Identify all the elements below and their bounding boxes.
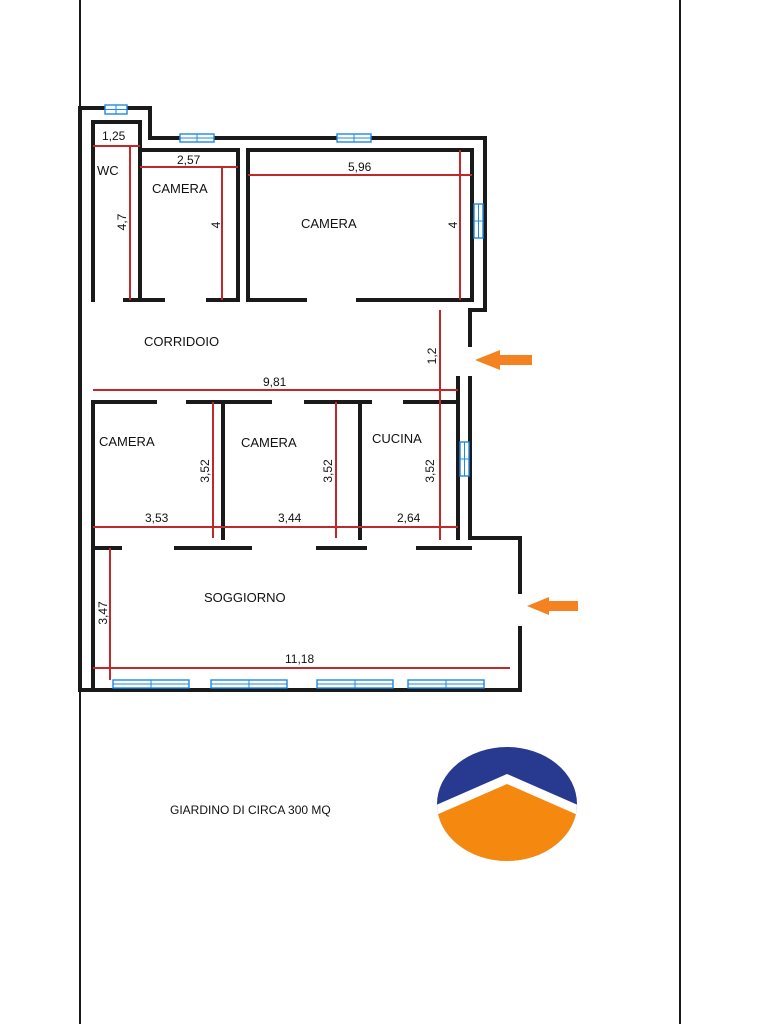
room-label-camera-small: CAMERA <box>152 181 208 196</box>
soggiorno-wall-a <box>93 538 120 548</box>
measure-wc-height: 4,7 <box>115 213 129 231</box>
measure-camera-bl-width: 3,53 <box>145 511 169 525</box>
window-soggiorno-1 <box>113 680 189 688</box>
measure-soggiorno-length: 11,18 <box>285 652 315 666</box>
room-label-corridoio: CORRIDOIO <box>144 334 220 349</box>
measure-camera-bm-height: 3,52 <box>321 459 335 483</box>
measure-soggiorno-height: 3,47 <box>96 601 110 625</box>
camera-small-top-wall <box>140 150 238 300</box>
measure-cucina-width: 2,64 <box>397 511 421 525</box>
measure-camera-small-height: 4 <box>209 221 223 229</box>
outer-wall-left-bottom <box>80 108 520 690</box>
wc-wall <box>93 122 140 300</box>
measure-camera-large-width: 5,96 <box>348 160 372 174</box>
outer-wall-right-upper <box>470 300 485 345</box>
measure-camera-bm-width: 3,44 <box>278 511 302 525</box>
room-label-camera-large: CAMERA <box>301 216 357 231</box>
room-label-soggiorno: SOGGIORNO <box>204 590 286 605</box>
window-camera-large-side <box>474 204 483 238</box>
window-wc <box>105 105 127 114</box>
agency-logo-icon <box>420 740 594 880</box>
window-soggiorno-4 <box>408 680 484 688</box>
entrance-arrow-corridor-icon <box>475 350 532 370</box>
measure-camera-bl-height: 3,52 <box>198 459 212 483</box>
room-label-camera-bottom-left: CAMERA <box>99 434 155 449</box>
room-label-cucina: CUCINA <box>372 431 422 446</box>
measure-corridor-length: 9,81 <box>263 375 287 389</box>
window-soggiorno-2 <box>211 680 287 688</box>
room-label-wc: WC <box>97 163 119 178</box>
measure-cucina-height: 3,52 <box>423 459 437 483</box>
window-camera-small <box>180 134 214 142</box>
walls <box>80 108 520 690</box>
entrance-arrow-soggiorno-icon <box>527 597 578 615</box>
measure-camera-large-height: 4 <box>446 221 460 229</box>
window-soggiorno-3 <box>317 680 393 688</box>
garden-label: GIARDINO DI CIRCA 300 MQ <box>170 803 331 817</box>
window-camera-large-top <box>337 134 371 142</box>
window-cucina <box>460 442 469 476</box>
measure-wc-width: 1,25 <box>102 129 126 143</box>
measure-camera-small-width: 2,57 <box>177 153 201 167</box>
room-label-camera-bottom-mid: CAMERA <box>241 435 297 450</box>
outer-wall-right-lower <box>470 378 520 592</box>
measure-corridor-width: 1,2 <box>425 347 439 365</box>
